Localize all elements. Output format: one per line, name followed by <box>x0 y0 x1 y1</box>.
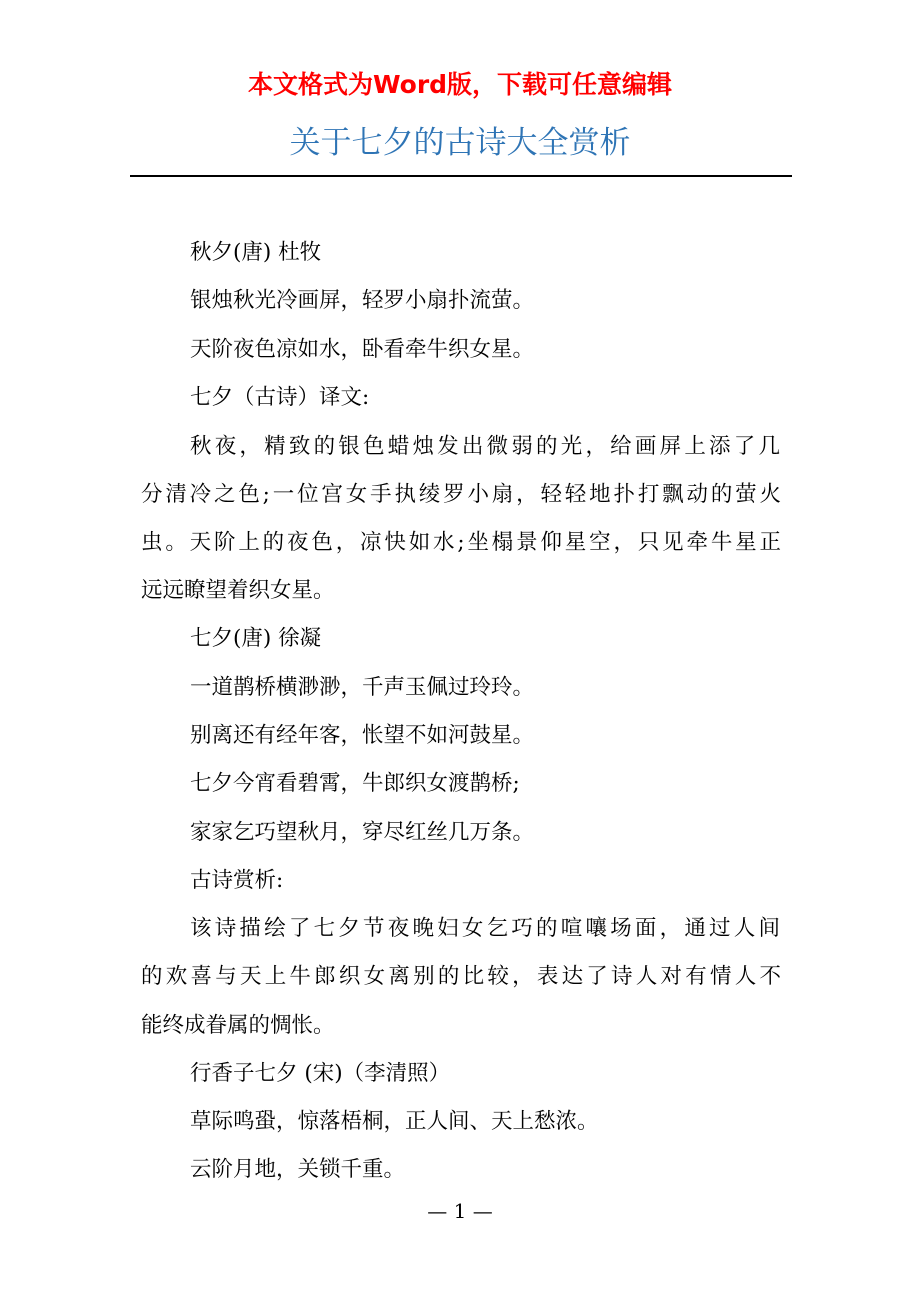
text-line: 天阶夜色凉如水，卧看牵牛织女星。 <box>190 337 535 362</box>
document-title: 关于七夕的古诗大全赏析 <box>289 125 631 161</box>
text-line: 虫。天阶上的夜色，凉快如水;坐榻景仰星空，只见牵牛星正 <box>141 530 781 555</box>
text-line: 分清冷之色;一位宫女手执绫罗小扇，轻轻地扑打飘动的萤火 <box>141 482 781 507</box>
text-line: 家家乞巧望秋月，穿尽红丝几万条。 <box>190 820 535 845</box>
text-line: 七夕今宵看碧霄，牛郎织女渡鹊桥; <box>190 771 520 796</box>
text-line: 该诗描绘了七夕节夜晚妇女乞巧的喧嚷场面，通过人间 <box>190 916 780 941</box>
poem-heading: 秋夕(唐) 杜牧 <box>190 240 322 265</box>
section-heading: 古诗赏析: <box>190 868 284 893</box>
text-line: 一道鹊桥横渺渺，千声玉佩过玲玲。 <box>190 675 535 700</box>
text-line: 草际鸣蛩，惊落梧桐，正人间、天上愁浓。 <box>190 1109 599 1134</box>
text-line: 远远瞭望着织女星。 <box>141 578 335 603</box>
section-heading: 七夕（古诗）译文: <box>190 385 370 410</box>
text-line: 的欢喜与天上牛郎织女离别的比较，表达了诗人对有情人不 <box>141 964 781 989</box>
download-notice: 本文格式为Word版，下载可任意编辑 <box>247 70 673 99</box>
text-line: 云阶月地，关锁千重。 <box>190 1157 406 1182</box>
text-line: 银烛秋光冷画屏，轻罗小扇扑流萤。 <box>190 288 535 313</box>
text-line: 别离还有经年客，怅望不如河鼓星。 <box>190 723 535 748</box>
text-line: 能终成眷属的惆怅。 <box>141 1013 335 1038</box>
poem-heading: 七夕(唐) 徐凝 <box>190 626 322 651</box>
page-number: — 1 — <box>427 1199 493 1223</box>
title-divider <box>130 175 792 177</box>
text-line: 秋夜，精致的银色蜡烛发出微弱的光，给画屏上添了几 <box>190 434 780 459</box>
poem-heading: 行香子七夕 (宋)（李清照） <box>190 1061 451 1086</box>
